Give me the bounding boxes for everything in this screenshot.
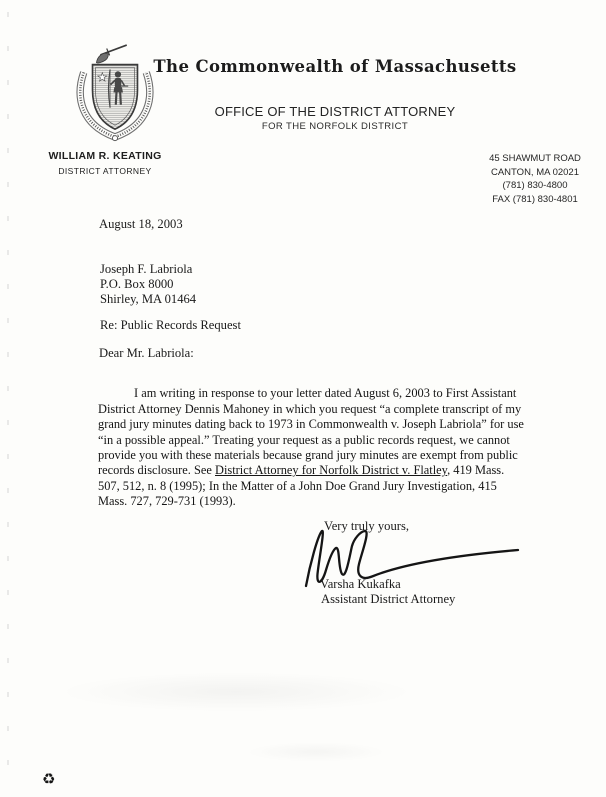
arm-icon [96, 53, 108, 63]
scan-smudge [246, 742, 386, 762]
office-name: OFFICE OF THE DISTRICT ATTORNEY [214, 104, 456, 119]
office-address [468, 152, 602, 206]
massachusetts-state-seal-icon [72, 40, 158, 144]
address-line: 45 SHAWMUT ROAD [489, 153, 581, 164]
recycle-icon: ♻ [42, 770, 56, 788]
recipient-line: Shirley, MA 01464 [100, 292, 197, 306]
scan-edge-artifact [7, 12, 9, 772]
district-attorney-title: DISTRICT ATTORNEY [58, 166, 152, 176]
district-name: FOR THE NORFOLK DISTRICT [261, 121, 409, 132]
body-paragraph [98, 386, 526, 509]
closing-phrase: Very truly yours, [324, 519, 409, 533]
ribbon-tassel [112, 136, 117, 141]
subject-line: Re: Public Records Request [100, 318, 241, 332]
signer-name: Varsha Kukafka [320, 577, 401, 591]
district-attorney-name: WILLIAM R. KEATING [48, 150, 162, 162]
salutation: Dear Mr. Labriola: [99, 346, 194, 360]
address-line: FAX (781) 830-4801 [492, 193, 578, 205]
district-attorney-block [38, 150, 172, 176]
address-line: CANTON, MA 02021 [490, 166, 579, 178]
address-line: (781) 830-4800 [502, 180, 568, 191]
letter-date: August 18, 2003 [99, 217, 183, 231]
commonwealth-title: The Commonwealth of Massachusetts [153, 57, 517, 76]
recipient-line: Joseph F. Labriola [100, 262, 193, 276]
body-text: , 419 Mass. 507, 512, n. 8 (1995); In the Matter of a John Doe Grand Jury Investigation, 415 Mass. 727, 729-731 (1993). [98, 463, 505, 509]
scan-smudge [58, 672, 414, 712]
signer-title: Assistant District Attorney [321, 592, 456, 606]
case-citation: District Attorney for Norfolk District v. Flatley [215, 463, 448, 478]
body-text: I am writing in response to your letter dated August 6, 2003 to First Assistant District Attorney Dennis Mahoney in which you request “a complete transcript of my grand jury minutes dating back to 1973 in Commonwealth v. Joseph Labriola” for use “in a possible appeal.” Treating your request as a public records request, we cannot provide you with these materials because grand jury minutes are exempt from public records disclosure. See [98, 386, 524, 478]
recipient-line: P.O. Box 8000 [100, 277, 174, 291]
recipient-address [100, 262, 196, 307]
